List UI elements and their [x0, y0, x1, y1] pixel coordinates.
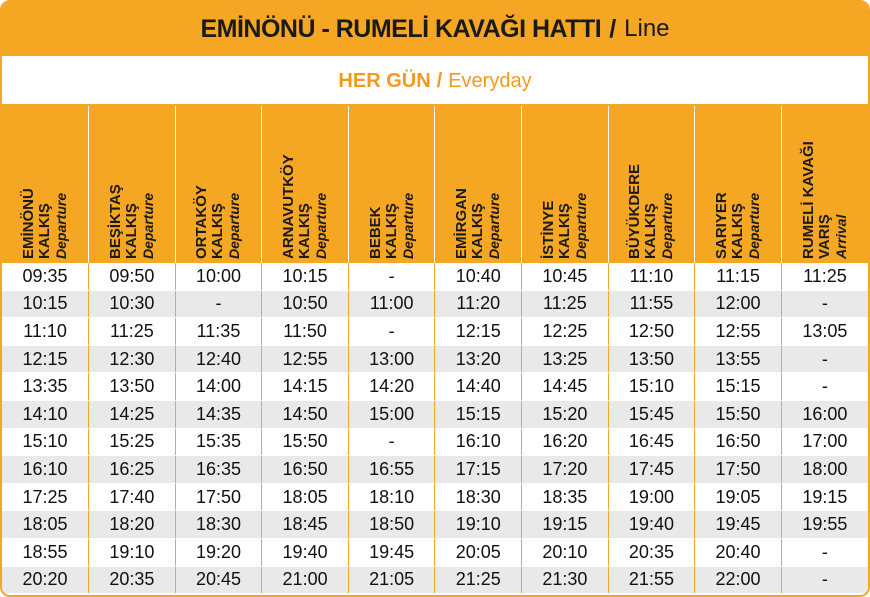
time-cell: 16:35 — [175, 456, 262, 484]
time-cell: 11:55 — [608, 290, 695, 318]
time-cell: 19:45 — [695, 511, 782, 539]
time-cell: 18:35 — [522, 483, 609, 511]
time-cell: - — [175, 290, 262, 318]
time-cell: 11:25 — [781, 263, 868, 290]
time-cell: 19:40 — [608, 511, 695, 539]
time-cell: 17:15 — [435, 456, 522, 484]
time-cell: 14:00 — [175, 373, 262, 401]
time-cell: 21:55 — [608, 566, 695, 594]
time-cell: - — [781, 345, 868, 373]
stop-action-english: Arrival — [832, 214, 849, 259]
stop-action-english: Departure — [746, 192, 763, 259]
day-turkish: HER GÜN — [338, 69, 431, 92]
title-english: Line — [624, 15, 670, 42]
table-row — [2, 511, 868, 539]
time-cell: 10:45 — [522, 263, 609, 290]
time-cell: 10:15 — [2, 290, 89, 318]
time-cell: 18:05 — [262, 483, 349, 511]
time-cell: 19:55 — [781, 511, 868, 539]
time-cell: 14:10 — [2, 400, 89, 428]
time-cell: 16:50 — [262, 456, 349, 484]
time-cell: 14:40 — [435, 373, 522, 401]
time-cell: 20:35 — [89, 566, 176, 594]
schedule-body — [2, 263, 868, 594]
stop-action: KALKIŞ — [555, 203, 573, 259]
time-cell: 10:15 — [262, 263, 349, 290]
stop-name: BÜYÜKDERE — [626, 163, 644, 259]
time-cell: 15:10 — [2, 428, 89, 456]
stop-action: KALKIŞ — [382, 203, 400, 259]
stop-action: VARIŞ — [815, 214, 833, 259]
time-cell: 15:35 — [175, 428, 262, 456]
time-cell: 19:05 — [695, 483, 782, 511]
column-header-label — [627, 164, 675, 259]
time-cell: 13:55 — [695, 345, 782, 373]
time-cell: 19:15 — [522, 511, 609, 539]
time-cell: 12:30 — [89, 345, 176, 373]
time-cell: 19:45 — [348, 538, 435, 566]
stop-action: KALKIŞ — [122, 203, 140, 259]
time-cell: 12:25 — [522, 318, 609, 346]
time-cell: - — [781, 566, 868, 594]
stop-action-english: Departure — [139, 192, 156, 259]
time-cell: 12:15 — [2, 345, 89, 373]
time-cell: 20:05 — [435, 538, 522, 566]
time-cell: 12:50 — [608, 318, 695, 346]
time-cell: 16:55 — [348, 456, 435, 484]
time-cell: 19:00 — [608, 483, 695, 511]
column-header-label — [281, 154, 329, 259]
time-cell: 13:05 — [781, 318, 868, 346]
time-cell: 21:05 — [348, 566, 435, 594]
stop-action: KALKIŞ — [209, 203, 227, 259]
time-cell: 12:40 — [175, 345, 262, 373]
time-cell: - — [781, 290, 868, 318]
title-separator: / — [609, 14, 617, 43]
column-header — [695, 106, 782, 263]
time-cell: 21:00 — [262, 566, 349, 594]
time-cell: 17:50 — [695, 456, 782, 484]
time-cell: 14:35 — [175, 400, 262, 428]
column-header — [175, 106, 262, 263]
time-cell: 14:15 — [262, 373, 349, 401]
time-cell: 10:40 — [435, 263, 522, 290]
time-cell: 11:50 — [262, 318, 349, 346]
schedule-table — [2, 106, 868, 594]
column-header-label — [541, 193, 589, 259]
time-cell: 16:10 — [2, 456, 89, 484]
stop-name: EMİNÖNÜ — [20, 188, 38, 259]
time-cell: 17:00 — [781, 428, 868, 456]
column-header-label — [21, 188, 69, 259]
stop-action: KALKIŞ — [296, 203, 314, 259]
header-row — [2, 106, 868, 263]
time-cell: 20:20 — [2, 566, 89, 594]
time-cell: 18:30 — [435, 483, 522, 511]
time-cell: 20:35 — [608, 538, 695, 566]
time-cell: - — [781, 538, 868, 566]
time-cell: - — [348, 263, 435, 290]
time-cell: 11:25 — [522, 290, 609, 318]
time-cell: 09:50 — [89, 263, 176, 290]
time-cell: - — [348, 318, 435, 346]
time-cell: 15:25 — [89, 428, 176, 456]
time-cell: 17:50 — [175, 483, 262, 511]
table-row — [2, 318, 868, 346]
column-header-label — [194, 185, 242, 259]
time-cell: 16:00 — [781, 400, 868, 428]
time-cell: 11:15 — [695, 263, 782, 290]
column-header — [262, 106, 349, 263]
stop-action: KALKIŞ — [642, 203, 660, 259]
table-row — [2, 400, 868, 428]
time-cell: 20:10 — [522, 538, 609, 566]
column-header-label — [714, 192, 762, 259]
stop-action-english: Departure — [486, 192, 503, 259]
time-cell: 11:10 — [608, 263, 695, 290]
time-cell: 14:45 — [522, 373, 609, 401]
column-header-label — [454, 188, 502, 259]
time-cell: 11:20 — [435, 290, 522, 318]
time-cell: 10:50 — [262, 290, 349, 318]
time-cell: 14:20 — [348, 373, 435, 401]
stop-action-english: Departure — [313, 192, 330, 259]
table-row — [2, 290, 868, 318]
column-header — [522, 106, 609, 263]
stop-action-english: Departure — [572, 192, 589, 259]
column-header-label — [108, 184, 156, 259]
stop-action: KALKIŞ — [36, 203, 54, 259]
table-row — [2, 373, 868, 401]
stop-name: EMİRGAN — [453, 188, 471, 259]
time-cell: 10:30 — [89, 290, 176, 318]
time-cell: 19:10 — [89, 538, 176, 566]
time-cell: 18:45 — [262, 511, 349, 539]
time-cell: 16:50 — [695, 428, 782, 456]
time-cell: 12:55 — [262, 345, 349, 373]
time-cell: 18:05 — [2, 511, 89, 539]
time-cell: 17:40 — [89, 483, 176, 511]
column-header — [435, 106, 522, 263]
title-turkish: EMİNÖNÜ - RUMELİ KAVAĞI HATTI — [200, 14, 602, 43]
schedule-day-bar — [2, 58, 868, 106]
time-cell: 16:20 — [522, 428, 609, 456]
stop-name: BEŞİKTAŞ — [106, 184, 124, 259]
table-row — [2, 263, 868, 290]
stop-action-english: Departure — [659, 192, 676, 259]
time-cell: 11:10 — [2, 318, 89, 346]
time-cell: 13:00 — [348, 345, 435, 373]
time-cell: 13:50 — [608, 345, 695, 373]
time-cell: 18:20 — [89, 511, 176, 539]
time-cell: 13:20 — [435, 345, 522, 373]
time-cell: 12:00 — [695, 290, 782, 318]
stop-action: KALKIŞ — [729, 203, 747, 259]
time-cell: 09:35 — [2, 263, 89, 290]
time-cell: 18:00 — [781, 456, 868, 484]
time-cell: 11:35 — [175, 318, 262, 346]
column-header-label — [801, 141, 849, 259]
stop-name: ORTAKÖY — [193, 185, 211, 259]
time-cell: 17:25 — [2, 483, 89, 511]
time-cell: 15:45 — [608, 400, 695, 428]
time-cell: 14:25 — [89, 400, 176, 428]
column-header — [608, 106, 695, 263]
time-cell: 19:10 — [435, 511, 522, 539]
stop-action-english: Departure — [226, 192, 243, 259]
time-cell: 13:35 — [2, 373, 89, 401]
time-cell: 14:50 — [262, 400, 349, 428]
time-cell: 15:15 — [695, 373, 782, 401]
time-cell: 12:15 — [435, 318, 522, 346]
time-cell: 18:10 — [348, 483, 435, 511]
stop-name: SARIYER — [713, 192, 731, 259]
time-cell: 18:50 — [348, 511, 435, 539]
stop-name: İSTİNYE — [539, 200, 557, 259]
stop-action: KALKIŞ — [469, 203, 487, 259]
column-header — [348, 106, 435, 263]
day-separator: / — [436, 69, 443, 92]
stop-name: ARNAVUTKÖY — [280, 154, 298, 259]
time-cell: 18:55 — [2, 538, 89, 566]
time-cell: 16:45 — [608, 428, 695, 456]
stop-action-english: Departure — [399, 192, 416, 259]
time-cell: 15:15 — [435, 400, 522, 428]
time-cell: 19:20 — [175, 538, 262, 566]
time-cell: 22:00 — [695, 566, 782, 594]
time-cell: 21:30 — [522, 566, 609, 594]
column-header — [2, 106, 89, 263]
column-header — [781, 106, 868, 263]
table-row — [2, 456, 868, 484]
time-cell: 21:25 — [435, 566, 522, 594]
time-cell: 15:00 — [348, 400, 435, 428]
column-header — [89, 106, 176, 263]
time-cell: 15:50 — [695, 400, 782, 428]
time-cell: 17:20 — [522, 456, 609, 484]
time-cell: 11:00 — [348, 290, 435, 318]
title-bar — [2, 2, 868, 58]
stop-name: RUMELİ KAVAĞI — [799, 141, 817, 259]
stop-action-english: Departure — [53, 192, 70, 259]
time-cell: 19:40 — [262, 538, 349, 566]
table-row — [2, 538, 868, 566]
time-cell: 20:40 — [695, 538, 782, 566]
column-header-label — [368, 193, 416, 259]
table-row — [2, 483, 868, 511]
time-cell: 16:25 — [89, 456, 176, 484]
time-cell: 17:45 — [608, 456, 695, 484]
time-cell: 12:55 — [695, 318, 782, 346]
time-cell: 11:25 — [89, 318, 176, 346]
time-cell: 20:45 — [175, 566, 262, 594]
time-cell: 15:20 — [522, 400, 609, 428]
time-cell: 18:30 — [175, 511, 262, 539]
time-cell: 19:15 — [781, 483, 868, 511]
time-cell: 13:50 — [89, 373, 176, 401]
time-cell: 10:00 — [175, 263, 262, 290]
time-cell: 15:10 — [608, 373, 695, 401]
stop-name: BEBEK — [366, 206, 384, 259]
table-row — [2, 566, 868, 594]
day-english: Everyday — [448, 69, 532, 92]
table-row — [2, 428, 868, 456]
time-cell: 13:25 — [522, 345, 609, 373]
time-cell: 15:50 — [262, 428, 349, 456]
time-cell: - — [348, 428, 435, 456]
time-cell: - — [781, 373, 868, 401]
table-row — [2, 345, 868, 373]
time-cell: 16:10 — [435, 428, 522, 456]
